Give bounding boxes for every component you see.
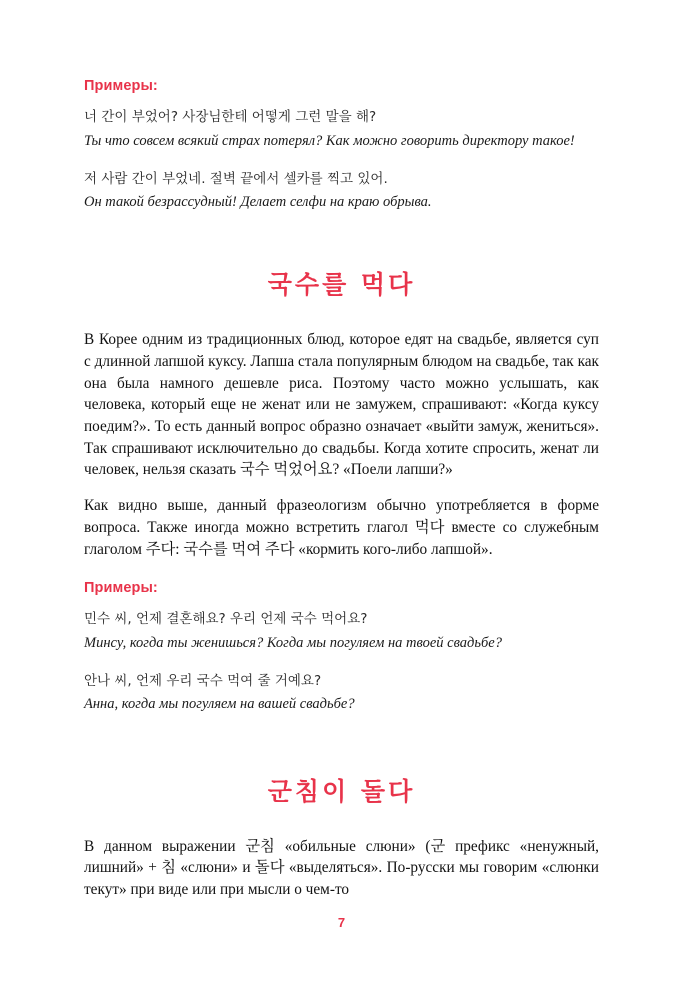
example-korean: 너 간이 부었어? 사장님한테 어떻게 그런 말을 해? [84, 109, 377, 125]
section-title-gunchim: 군침이 돌다 [267, 776, 416, 806]
spacer [84, 301, 599, 329]
spacer [84, 734, 599, 772]
section-paragraph: Как видно выше, данный фразеологизм обычно употребляется в форме вопроса. Также иногда можно встретить глагол 먹다 вместе со служебным глаголом 주다: 국수를 먹여 주다 «кормить кого-либо лапшой». [84, 497, 599, 558]
example-russian: Он такой безрассудный! Делает селфи на краю обрыва. [84, 194, 432, 211]
section-paragraph: В Корее одним из традиционных блюд, которое едят на свадьбе, является суп с длинной лапшой куксу. Лапша стала популярным блюдом на свадьбе, так как она была намного дешевле риса. Поэтому часто можно услышать, как человека, который еще не женат или не замужем, спрашивают: «Когда куксу поедим?». То есть данный вопрос образно означает «выйти замуж, жениться». Так спрашивают исключительно до свадьбы. Когда хотите спросить, женат ли человек, нельзя сказать 국수 먹었어요? «Поели лапши?» [84, 331, 599, 479]
page-content [84, 78, 599, 901]
example-russian: Ты что совсем всякий страх потерял? Как можно говорить директору такое! [84, 132, 575, 149]
section-paragraph: В данном выражении 군침 «обильные слюни» (군 префикс «ненужный, лишний» + 침 «слюни» и 돌다 «выделяться». По-русски мы говорим «слюнки текут» при виде или при мысли о чем-то [84, 837, 599, 898]
example-russian: Анна, когда мы погуляем на вашей свадьбе? [84, 696, 355, 713]
example-korean: 민수 씨, 언제 결혼해요? 우리 언제 국수 먹어요? [84, 611, 368, 628]
example-item [84, 672, 599, 716]
example-korean: 저 사람 간이 부었네. 절벽 끝에서 셀카를 찍고 있어. [84, 170, 388, 187]
example-item [84, 170, 599, 214]
example-korean: 안나 씨, 언제 우리 국수 먹여 줄 거예요? [84, 672, 322, 689]
spacer [84, 808, 599, 836]
spacer [84, 231, 599, 265]
examples-label-section-1: Примеры: [84, 580, 158, 597]
examples-label-top: Примеры: [84, 78, 158, 94]
example-russian: Минсу, когда ты женишься? Когда мы погуляем на твоей свадьбе? [84, 634, 502, 651]
section-title-guksu: 국수를 먹다 [267, 270, 416, 300]
example-item [84, 610, 599, 654]
page-number: 7 [337, 915, 346, 930]
example-item [84, 108, 599, 152]
